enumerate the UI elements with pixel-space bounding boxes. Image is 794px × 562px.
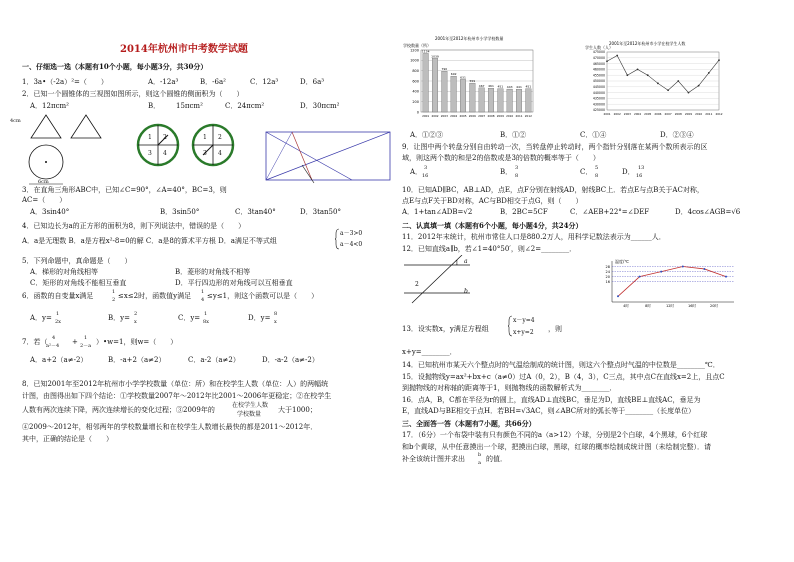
section-2-heading: 二、认真填一填（本题有6个小题，每小题4分，共24分） [402,221,583,230]
q6-d-num: 8 [274,311,278,317]
chart2-xtick-label: 2012 [715,112,723,116]
chart1-xtick-label: 2003 [440,114,448,118]
chart3-ytick-label: 16 [605,280,610,285]
chart1-data-label: 443 [506,85,513,90]
chart2-xtick-label: 2006 [654,112,662,116]
q8-opt-c: C．①④ [580,131,607,139]
chart3-point [703,268,705,270]
section-3-heading: 三、全面答一答（本题有7小题，共66分） [402,419,536,428]
q17-frac-num: b [478,452,482,458]
q1-stem: 1．3a•（-2a）²=（ ） [22,78,108,86]
q8-opt-a: A．①②③ [410,131,444,139]
chart1-xtick-label: 2005 [459,114,467,118]
chart2-point [718,59,720,61]
chart1-xtick-label: 2006 [468,114,476,118]
temperature-line-chart [600,258,740,312]
svg-text:3: 3 [203,150,207,157]
chart2-title: 2001年至2012年杭州市小学在校学生人数 [609,41,686,46]
chart3-ytick-label: 24 [605,269,610,274]
q17-line-1: 17．（6分）一个布袋中装有只有颜色不同的a（a>12）个球，分别是2个白球，4个黑球，6个红球 [402,431,708,439]
chart1-bar [526,89,532,112]
q1-opt-b: B．-6a² [200,78,226,86]
q9-line-1: 9．让图中两个转盘分别自由转动一次，当转盘停止转动时，两个指针分别落在某两个数所表示的区 [402,143,708,151]
q5-opt-d: D．平行四边形的对角线可以互相垂直 [175,279,293,287]
q3-opt-c: C．3tan40° [235,208,276,216]
chart1-data-label: 1134 [421,49,430,54]
chart1-ytick-label: 400 [412,89,419,94]
q10-line-2: 点E与点F关于BD对称，AC与BD相交于点G，则（ ） [402,197,583,205]
q9-c-num: 5 [595,165,599,171]
q13-stem-b: ，则 [548,325,562,333]
q10-opt-c: C．∠AEB+22°=∠DEF [570,208,650,216]
q6-c-num: 1 [204,311,208,317]
chart1-bar [442,71,448,112]
q1-opt-d: D．6a³ [300,78,325,86]
chart1-xtick-label: 2010 [506,114,514,118]
q10-opt-b: B．2BC=5CF [500,208,548,216]
chart1-xtick-label: 2004 [450,114,458,118]
q12-angle-2-label: 2 [415,281,419,288]
q15-line-2: 到抛物线的对称轴的距离等于1，则抛物线的函数解析式为________． [402,384,617,392]
chart2-xtick-label: 2003 [623,112,631,116]
q7-opt-c: C．a-2（a≠2） [188,356,240,364]
q2-opt-a: A．12πcm² [30,102,69,110]
q4-system-line-2: a－4<0 [340,241,363,248]
q6-c-den: 8x [203,319,210,325]
q8-line-3b: 大于1000； [278,406,317,414]
student-count-line-chart [585,40,725,124]
q10-opt-a: A．1+tan∠ADB=√2 [402,208,473,216]
chart2-ytick-label: 445000 [592,85,605,89]
chart2-xtick-label: 2001 [603,112,611,116]
chart2-ytick-label: 435000 [592,96,605,101]
svg-text:2: 2 [163,134,167,141]
chart1-bar [451,76,457,112]
chart1-data-label: 461 [488,84,494,89]
chart1-data-label: 631 [460,75,466,80]
q6-a-den: 2x [55,319,62,325]
q2-opt-d: D．30πcm² [300,102,340,110]
chart3-xtick-label: 12时 [666,304,674,308]
chart2-ytick-label: 475000 [592,50,605,55]
chart1-bar [479,88,485,112]
q3-stem: 3．在直角三角形ABC中，已知∠C=90°，∠A=40°，BC=3，则 [22,186,227,194]
q9-b-den: 8 [515,173,519,179]
chart2-ylabel: 学生人数（人） [585,45,613,50]
q6-b-num: 2 [134,311,138,317]
q12-stem: 12．已知直线a∥b，若∠1=40°50′，则∠2=________． [402,245,577,253]
chart2-xtick-label: 2011 [705,112,713,116]
chart1-xtick-label: 2008 [487,114,495,118]
q8-line-1: 8．已知2001年至2012年杭州市小学学校数量（单位：所）和在校学生人数（单位：人）的两幅统 [22,380,329,388]
q6-frac-x-num: 1 [112,289,116,295]
q12-line-a-label: a [464,258,468,265]
q3-opt-d: D．3tan50° [300,208,341,216]
chart3-ytick-label: 28 [605,264,610,269]
q17-line-4: 的值． [486,455,507,463]
chart3-series-line [618,267,726,297]
q4-brace-icon [335,228,340,250]
chart1-ytick-label: 600 [412,79,419,84]
chart2-xtick-label: 2004 [633,112,642,116]
chart2-point [708,72,710,74]
chart2-ytick-label: 425000 [592,108,605,113]
q6-frac-y-num: 1 [201,289,205,295]
chart2-ytick-label: 465000 [592,61,605,66]
q7-frac2-num: 1 [84,335,88,341]
q8-line-5: 其中，正确的结论是（ ） [22,435,113,443]
q6-stem-b: ≤x≤2时，函数值y满足 [118,292,192,300]
chart2-ytick-label: 470000 [592,56,605,60]
svg-text:4: 4 [218,150,222,157]
q7-stem: 7．若（ [22,338,48,346]
q8-line-4: ④2009～2012年，相邻两年的学校数量增长和在校学生人数增长最快的都是2011～2012年． [22,423,318,431]
chart3-xtick-label: 16时 [688,304,696,308]
chart1-xtick-label: 2001 [422,114,430,118]
q6-stem-c: ≤y≤1，则这个函数可以是（ ） [207,292,319,300]
chart1-bar [516,89,522,112]
q7-plus: + [72,338,78,346]
q9-c-den: 8 [595,173,599,179]
q6-b-den: x [134,319,137,325]
q6-d-den: x [274,319,277,325]
chart2-ytick-label: 455000 [592,73,605,78]
chart1-title: 2001年至2012年杭州市小学学校数量 [435,36,504,41]
q6-frac-y-den: 4 [201,297,205,303]
chart1-data-label: 1039 [431,54,439,59]
q8-frac-bot: 学校数量 [237,411,262,418]
q6-opt-c: C．y= [178,314,201,322]
q2-dim-width: 6cm [38,179,49,185]
svg-text:2: 2 [218,134,222,141]
q15-line-1: 15．设抛物线y=ax²+bx+c（a≠0）过A（0，2），B（4，3），C三点，其中点C在直线x=2上，且点C [402,373,725,381]
chart2-ytick-label: 450000 [592,79,605,84]
q2-dim-height: 4cm [10,118,21,124]
q9-a-num: 3 [424,165,428,171]
chart2-ytick-label: 440000 [592,90,605,95]
chart2-xtick-label: 2009 [684,112,693,116]
q7-frac1-den: a²－4 [46,343,60,349]
chart1-data-label: 559 [469,79,476,84]
chart1-data-label: 441 [516,85,522,90]
q8-frac-top: 在校学生人数 [232,402,269,409]
chart2-xtick-label: 2005 [644,112,652,116]
q8-line-2: 计图，由图得出如下四个结论：①学校数量2007年～2012年比2001～2006年更稳定；②在校学生 [22,392,332,400]
chart1-bar [460,79,466,112]
q14-stem: 14．已知杭州市某天六个整点时的气温绘制成的统计图，则这六个整点时气温的中位数是________℃． [402,361,720,369]
chart3-xtick-label: 8时 [645,304,651,308]
q9-d-num: 13 [638,165,645,171]
chart2-point [626,74,628,76]
q1-opt-c: C．12a³ [250,78,279,86]
q16-line-2: E，直线AD与BE相交于点H．若BH=√3AC，则∠ABC所对的弧长等于________（长度单位） [402,407,696,415]
chart2-point [677,80,679,82]
q6-opt-b: B．y= [108,314,130,322]
chart1-ytick-label: 200 [412,99,419,104]
q5-stem: 5．下列命题中，真命题是（ ） [22,257,132,265]
chart1-bar [432,58,438,112]
chart3-xtick-label: 4时 [623,304,629,308]
q9-line-2: 域，则这两个数的和是2的倍数或是3的倍数的概率等于（ ） [402,154,600,162]
q2-opt-c: C．24πcm² [225,102,265,110]
chart1-data-label: 692 [450,72,457,77]
q9-a-den: 16 [422,173,429,179]
chart1-data-label: 790 [441,67,448,72]
q6-stem: 6．函数的自变量x满足 [22,292,94,300]
page-title: 2014年杭州市中考数学试题 [120,44,248,55]
q4-system-line-1: a－3>0 [340,230,363,237]
q7-stem-b: ）•w=1，则w=（ ） [96,338,178,346]
chart1-bar [423,53,429,112]
q2-opt-b: B． [148,102,161,110]
svg-text:1: 1 [148,134,152,141]
q16-line-1: 16．点A，B，C都在半径为r的圆上，直线AD⊥直线BC，垂足为D，直线BE⊥直线AC，垂足为 [402,396,701,404]
chart1-xtick-label: 2012 [524,114,532,118]
chart1-ylabel: 学校数量（所） [403,43,431,48]
chart2-point [616,55,618,57]
chart2-xtick-label: 2007 [664,112,672,116]
q2-stem: 2．已知一个圆锥体的三视图如图所示，则这个圆锥的侧面积为（ ） [22,90,244,98]
q9-opt-c: C． [580,168,593,176]
q6-frac-x-den: 2 [112,297,116,303]
q9-opt-d: D． [622,168,635,176]
chart3-point [639,276,641,278]
q5-opt-a: A．梯形的对角线相等 [30,268,99,276]
q7-opt-d: D．-a-2（a≠-2） [262,356,319,364]
q17-line-2: 和b个黄球，从中任意摸出一个球，把摸出白球，黑球，红球的概率绘制成统计图（未绘制完整）．请 [402,443,711,451]
chart1-xtick-label: 2002 [431,114,439,118]
chart2-point [667,89,669,91]
q7-frac2-den: 2－a [80,343,92,349]
q9-b-num: 3 [515,165,519,171]
chart3-point [682,266,684,268]
chart1-bar [507,89,513,112]
q17-line-3: 补全该统计图并求出 [402,455,465,463]
chart1-ytick-label: 0 [416,110,419,115]
q13-system-line-2: x+y=2 [513,329,534,336]
chart3-point [617,295,619,297]
chart3-ylabel: 温度/℃ [615,259,629,264]
chart2-series-line [607,55,719,92]
chart1-data-label: 451 [497,84,504,89]
q6-opt-a: A．y= [30,314,52,322]
q8-line-3: 人数有两次连续下降，两次连续增长的变化过程；③2009年的 [22,406,215,414]
chart2-ytick-label: 460000 [592,67,605,72]
q9-d-den: 16 [636,173,643,179]
svg-text:1: 1 [203,134,207,141]
q10-opt-d: D．4cos∠AGB=√6 [675,208,741,216]
chart2-point [606,60,608,62]
q10-figure [262,110,392,185]
q9-spinners [133,120,243,170]
q1-opt-a: A．-12a³ [148,78,179,86]
chart2-point [637,69,639,71]
chart1-xtick-label: 2009 [496,114,504,118]
chart2-xtick-label: 2010 [695,112,703,116]
chart2-ytick-label: 430000 [592,102,605,107]
q17-frac-den: a [478,460,481,466]
q13-stem: 13．设实数x，y满足方程组 [402,325,489,333]
chart1-xtick-label: 2007 [478,114,486,118]
q4-stem: 4．已知边长为a的正方形的面积为8，则下列说法中，错误的是（ ） [22,222,246,230]
chart2-point [698,85,700,87]
chart1-bar [470,83,476,112]
q2-opt-b-val: 15πcm² [176,102,203,110]
q3-opt-b: B．3sin50° [160,208,200,216]
chart3-ytick-label: 20 [605,274,610,279]
q9-opt-a: A． [410,168,423,176]
q8-opt-b: B．①② [500,131,527,139]
chart3-point [660,271,662,273]
chart2-point [688,92,690,94]
q4-opts: A．a是无理数 B．a是方程x²-8=0的解 C．a是8的算术平方根 D．a满足不等式组 [22,237,277,245]
q7-opt-b: B．-a+2（a≠2） [108,356,166,364]
chart3-point [725,276,727,278]
q9-opt-b: B． [500,168,513,176]
chart1-ytick-label: 1200 [410,48,419,53]
svg-text:4: 4 [163,150,167,157]
q10-line-1: 10．已知AD∥BC，AB⊥AD，点E，点F分别在射线AD，射线BC上．若点E与点B关于AC对称， [402,186,704,194]
q13-stem-c: x+y=________． [402,348,457,356]
q12-angle-1-label: 1 [455,260,459,267]
chart1-data-label: 467 [478,83,485,88]
chart1-ytick-label: 1000 [410,58,419,63]
q11-stem: 11．2012年末统计，杭州市常住人口是880.2万人，用科学记数法表示为______人． [402,233,666,241]
q13-system-line-1: x－y=4 [513,317,535,324]
school-count-bar-chart [403,34,538,124]
svg-text:3: 3 [148,150,152,157]
chart2-xtick-label: 2008 [674,112,682,116]
q3-opt-a: A．3sin40° [30,208,70,216]
chart2-point [657,82,659,84]
q7-frac1-num: 4 [52,335,56,341]
q3-stem-2: AC=（ ） [22,196,67,204]
q6-a-num: 1 [56,311,60,317]
chart1-xtick-label: 2011 [515,114,523,118]
chart2-xtick-label: 2002 [613,112,621,116]
q13-brace-icon [508,315,513,337]
chart1-ytick-label: 800 [412,68,419,73]
q7-opt-a: A．a+2（a≠-2） [30,356,88,364]
q5-opt-b: B．菱形的对角线不相等 [175,268,251,276]
chart3-xtick-label: 20时 [710,304,718,308]
chart1-bar [488,88,494,112]
q5-opt-c: C．矩形的对角线不能相互垂直 [30,279,127,287]
q6-opt-d: D．y= [248,314,271,322]
chart2-point [647,74,649,76]
section-1-heading: 一、仔细选一选（本题有10个小题，每小题3分，共30分） [22,62,208,71]
chart1-bar [498,89,504,112]
q12-line-b-label: b [464,288,468,295]
chart1-data-label: 451 [525,84,532,89]
q8-opt-d: D．②③④ [660,131,694,139]
